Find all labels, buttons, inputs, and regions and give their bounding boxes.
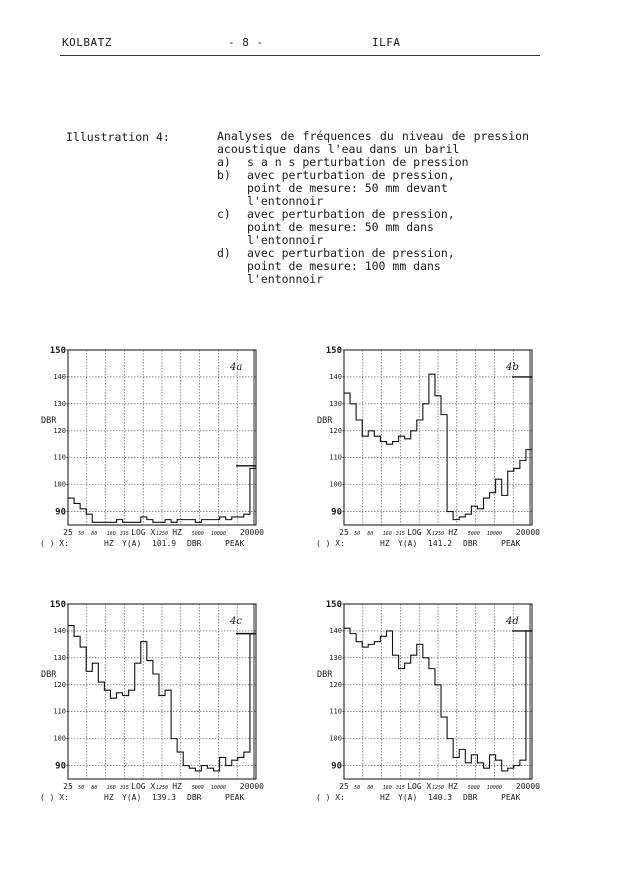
- chart-svg: [40, 342, 270, 552]
- x-tick-label: LOG X: [407, 782, 432, 791]
- header-author: KOLBATZ: [62, 36, 112, 49]
- y-tick-label: 120: [329, 680, 342, 689]
- readout-prefix: ( ) X:: [40, 539, 69, 548]
- x-tick-label: 10000: [486, 785, 502, 791]
- x-tick-label: HZ: [172, 782, 182, 791]
- x-tick-label: 10000: [486, 531, 502, 537]
- x-tick-label: 315: [119, 531, 129, 537]
- readout-y-value: 140.3: [428, 793, 453, 802]
- x-tick-label: 1250: [155, 531, 169, 537]
- y-tick-label: 150: [49, 600, 66, 610]
- caption-item-line: l'entonnoir: [247, 233, 324, 247]
- x-tick-label: LOG X: [407, 528, 432, 537]
- readout-prefix: ( ) X:: [316, 793, 345, 802]
- y-tick-label: 110: [53, 707, 66, 716]
- y-tick-label: 100: [53, 734, 66, 743]
- panel-tag-label: 4d: [506, 616, 519, 627]
- x-tick-label: HZ: [172, 528, 182, 537]
- y-tick-label: 150: [49, 346, 66, 356]
- y-tick-label: 130: [329, 653, 342, 662]
- caption-item-line: point de mesure: 100 mm dans: [247, 259, 441, 273]
- caption-item-letter: d): [217, 246, 231, 260]
- panel-tag-label: 4a: [230, 362, 243, 373]
- y-tick-label: 90: [331, 507, 342, 518]
- readout-y-value: 139.3: [152, 793, 177, 802]
- x-tick-label: 1250: [431, 785, 445, 791]
- y-tick-label: 110: [329, 707, 342, 716]
- panel-tag-label: 4b: [506, 362, 519, 373]
- readout-hz: HZ: [104, 539, 114, 548]
- caption-item-line: l'entonnoir: [247, 272, 324, 286]
- x-tick-label: 315: [395, 785, 405, 791]
- readout-unit: DBR: [187, 539, 202, 548]
- x-tick-label: 80: [91, 531, 98, 537]
- y-tick-label: 120: [329, 426, 342, 435]
- x-tick-label: 160: [382, 785, 392, 791]
- readout-y-label: Y(A): [398, 539, 418, 548]
- x-tick-label: 20000: [239, 528, 264, 537]
- header-page-number: - 8 -: [228, 36, 264, 49]
- x-tick-label: 20000: [239, 782, 264, 791]
- y-unit-label: DBR: [317, 670, 333, 680]
- caption-item-c: [217, 208, 529, 247]
- x-tick-label: 25: [339, 782, 349, 791]
- spectrum-chart-4c: [40, 596, 270, 806]
- x-tick-label: 50: [354, 531, 361, 537]
- x-tick-label: 315: [119, 785, 129, 791]
- x-tick-label: 10000: [210, 531, 226, 537]
- readout-y-label: Y(A): [122, 539, 142, 548]
- caption-item-line: avec perturbation de pression,: [247, 207, 455, 221]
- y-tick-label: 120: [53, 426, 66, 435]
- x-tick-label: 20000: [515, 528, 540, 537]
- x-tick-label: 80: [367, 785, 374, 791]
- x-tick-label: 80: [367, 531, 374, 537]
- caption-item-letter: b): [217, 168, 231, 182]
- readout-mode: PEAK: [501, 539, 521, 548]
- readout-unit: DBR: [187, 793, 202, 802]
- caption-item-line: s a n s perturbation de pression: [247, 155, 469, 169]
- y-tick-label: 110: [329, 453, 342, 462]
- x-tick-label: 160: [106, 785, 116, 791]
- y-tick-label: 100: [329, 480, 342, 489]
- spectrum-chart-4d: [316, 596, 546, 806]
- chart-svg: [316, 596, 546, 806]
- x-tick-label: 315: [395, 531, 405, 537]
- chart-svg: [316, 342, 546, 552]
- spectrum-chart-4b: [316, 342, 546, 552]
- readout-hz: HZ: [104, 793, 114, 802]
- y-unit-label: DBR: [41, 416, 57, 426]
- y-tick-label: 150: [325, 346, 342, 356]
- y-unit-label: DBR: [317, 416, 333, 426]
- y-tick-label: 140: [53, 626, 66, 635]
- x-tick-label: 25: [339, 528, 349, 537]
- readout-hz: HZ: [380, 539, 390, 548]
- x-tick-label: 1250: [155, 785, 169, 791]
- caption-item-line: avec perturbation de pression,: [247, 246, 455, 260]
- header-rule: [60, 55, 540, 56]
- y-tick-label: 100: [53, 480, 66, 489]
- y-tick-label: 90: [55, 507, 66, 518]
- x-tick-label: 50: [78, 785, 85, 791]
- chart-svg: [40, 596, 270, 806]
- y-tick-label: 140: [53, 372, 66, 381]
- panel-tag-label: 4c: [230, 616, 242, 627]
- readout-y-label: Y(A): [398, 793, 418, 802]
- x-tick-label: 10000: [210, 785, 226, 791]
- y-tick-label: 110: [53, 453, 66, 462]
- caption-item-line: l'entonnoir: [247, 194, 324, 208]
- x-tick-label: 5000: [191, 531, 204, 537]
- readout-y-value: 101.9: [152, 539, 177, 548]
- caption-label: Illustration 4:: [66, 130, 170, 144]
- y-tick-label: 150: [325, 600, 342, 610]
- x-tick-label: 160: [106, 531, 116, 537]
- x-tick-label: 1250: [431, 531, 445, 537]
- caption-body: [217, 130, 529, 286]
- x-tick-label: 160: [382, 531, 392, 537]
- x-tick-label: 50: [354, 785, 361, 791]
- y-tick-label: 100: [329, 734, 342, 743]
- y-tick-label: 120: [53, 680, 66, 689]
- y-tick-label: 140: [329, 372, 342, 381]
- x-tick-label: LOG X: [131, 528, 156, 537]
- x-tick-label: 25: [63, 782, 73, 791]
- y-tick-label: 90: [55, 761, 66, 772]
- readout-hz: HZ: [380, 793, 390, 802]
- caption-item-line: point de mesure: 50 mm dans: [247, 220, 434, 234]
- readout-unit: DBR: [463, 793, 478, 802]
- x-tick-label: 5000: [467, 785, 480, 791]
- readout-y-value: 141.2: [428, 539, 453, 548]
- caption-item-d: [217, 247, 529, 286]
- caption-item-letter: a): [217, 155, 231, 169]
- x-tick-label: 80: [91, 785, 98, 791]
- y-tick-label: 140: [329, 626, 342, 635]
- spectrum-chart-4a: [40, 342, 270, 552]
- caption-item-b: [217, 169, 529, 208]
- readout-unit: DBR: [463, 539, 478, 548]
- readout-prefix: ( ) X:: [316, 539, 345, 548]
- x-tick-label: 5000: [191, 785, 204, 791]
- caption-item-line: point de mesure: 50 mm devant: [247, 181, 448, 195]
- y-tick-label: 130: [329, 399, 342, 408]
- y-unit-label: DBR: [41, 670, 57, 680]
- caption-intro: Analyses de fréquences du niveau de pression acoustique dans l'eau dans un baril: [217, 129, 529, 156]
- readout-y-label: Y(A): [122, 793, 142, 802]
- x-tick-label: 20000: [515, 782, 540, 791]
- x-tick-label: 25: [63, 528, 73, 537]
- x-tick-label: HZ: [448, 782, 458, 791]
- readout-prefix: ( ) X:: [40, 793, 69, 802]
- x-tick-label: 50: [78, 531, 85, 537]
- x-tick-label: LOG X: [131, 782, 156, 791]
- y-tick-label: 90: [331, 761, 342, 772]
- readout-mode: PEAK: [225, 539, 245, 548]
- x-tick-label: 5000: [467, 531, 480, 537]
- header-organization: ILFA: [372, 36, 401, 49]
- y-tick-label: 130: [53, 653, 66, 662]
- readout-mode: PEAK: [225, 793, 245, 802]
- x-tick-label: HZ: [448, 528, 458, 537]
- caption-item-line: avec perturbation de pression,: [247, 168, 455, 182]
- readout-mode: PEAK: [501, 793, 521, 802]
- caption-item-letter: c): [217, 207, 231, 221]
- y-tick-label: 130: [53, 399, 66, 408]
